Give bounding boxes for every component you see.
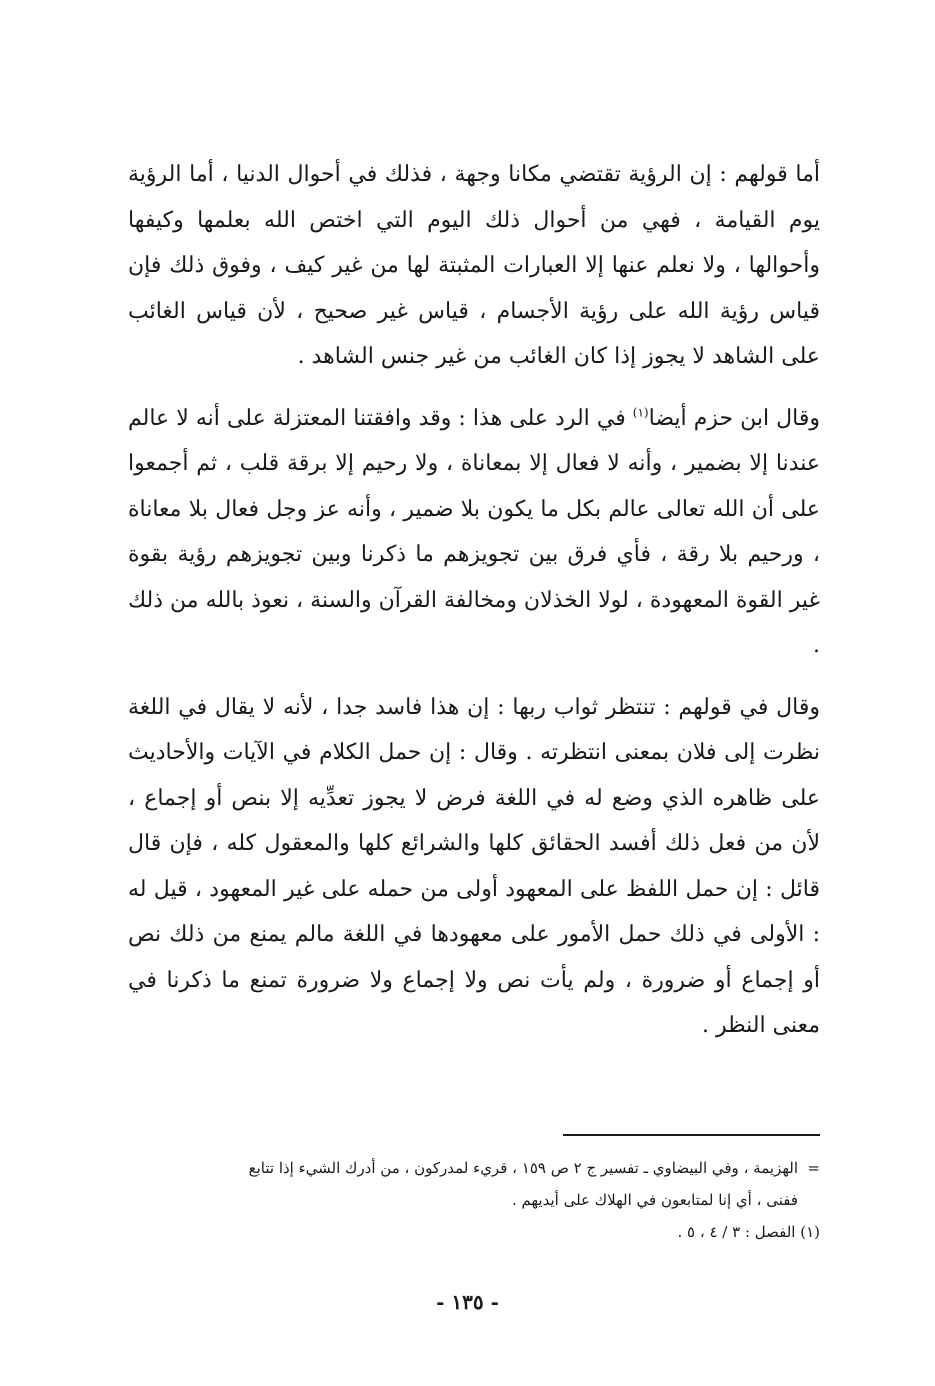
footnote-continuation-text-1: الهزيمة ، وفي البيضاوي ـ تفسير ج ٢ ص ١٥٩ ، قريء لمدركون ، من أدرك الشيء إذا تتابع: [248, 1159, 798, 1177]
continuation-marker: =: [807, 1159, 820, 1177]
footnotes-block: [128, 1152, 820, 1248]
footnote-separator: [563, 1134, 820, 1136]
main-text-block: [128, 152, 820, 1049]
paragraph-1: أما قولهم : إن الرؤية تقتضي مكانا وجهة ، فذلك في أحوال الدنيا ، أما الرؤية يوم القيامة ، فهي من أحوال ذلك اليوم التي اختص الله بعلمها وكيفها وأحوالها ، ولا نعلم عنها إلا العبارات المثبتة لها من غير كيف ، وفوق ذلك فإن قياس رؤية الله على رؤية الأجسام ، قياس غير صحيح ، لأن قياس الغائب على الشاهد لا يجوز إذا كان الغائب من غير جنس الشاهد .: [128, 162, 820, 369]
footnote-continuation-line-2: ففنى ، أي إنا لمتابعون في الهلاك على أيديهم .: [512, 1191, 798, 1209]
footnote-continuation-line-1: [128, 1152, 820, 1184]
page-number: - ١٣٥ -: [436, 1290, 499, 1314]
paragraph-3: وقال في قولهم : تنتظر ثواب ربها : إن هذا فاسد جدا ، لأنه لا يقال في اللغة نظرت إلى فلان بمعنى انتظرته . وقال : إن حمل الكلام في الآيات والأحاديث على ظاهره الذي وضع له في اللغة فرض لا يجوز تعدِّيه إلا بنص أو إجماع ، لأن من فعل ذلك أفسد الحقائق كلها والشرائع كلها والمعقول كله ، فإن قال قائل : إن حمل اللفظ على المعهود أولى من حمله على غير المعهود ، قيل له : الأولى في ذلك حمل الأمور على معهودها في اللغة مالم يمنع من ذلك نص أو إجماع أو ضرورة ، ولم يأت نص ولا إجماع ولا ضرورة تمنع ما ذكرنا في معنى النظر .: [128, 694, 820, 1038]
footnote-reference-1: (١): [632, 405, 649, 420]
footnote-1: (١) الفصل : ٣ / ٤ ، ٥ .: [677, 1223, 820, 1241]
paragraph-2-start: وقال ابن حزم أيضا: [648, 405, 820, 431]
paragraph-2: [128, 396, 820, 669]
paragraph-2-rest: في الرد على هذا : وقد وافقتنا المعتزلة على أنه لا عالم عندنا إلا بضمير ، وأنه لا فعال إلا بمعاناة ، ولا رحيم إلا برقة قلب ، ثم أجمعوا على أن الله تعالى عالم بكل ما يكون بلا ضمير ، وأنه عز وجل فعال بلا معاناة ، ورحيم بلا رقة ، فأي فرق بين تجويزهم ما ذكرنا وبين تجويزهم رؤية بقوة غير القوة المعهودة ، لولا الخذلان ومخالفة القرآن والسنة ، نعوذ بالله من ذلك .: [128, 405, 820, 658]
